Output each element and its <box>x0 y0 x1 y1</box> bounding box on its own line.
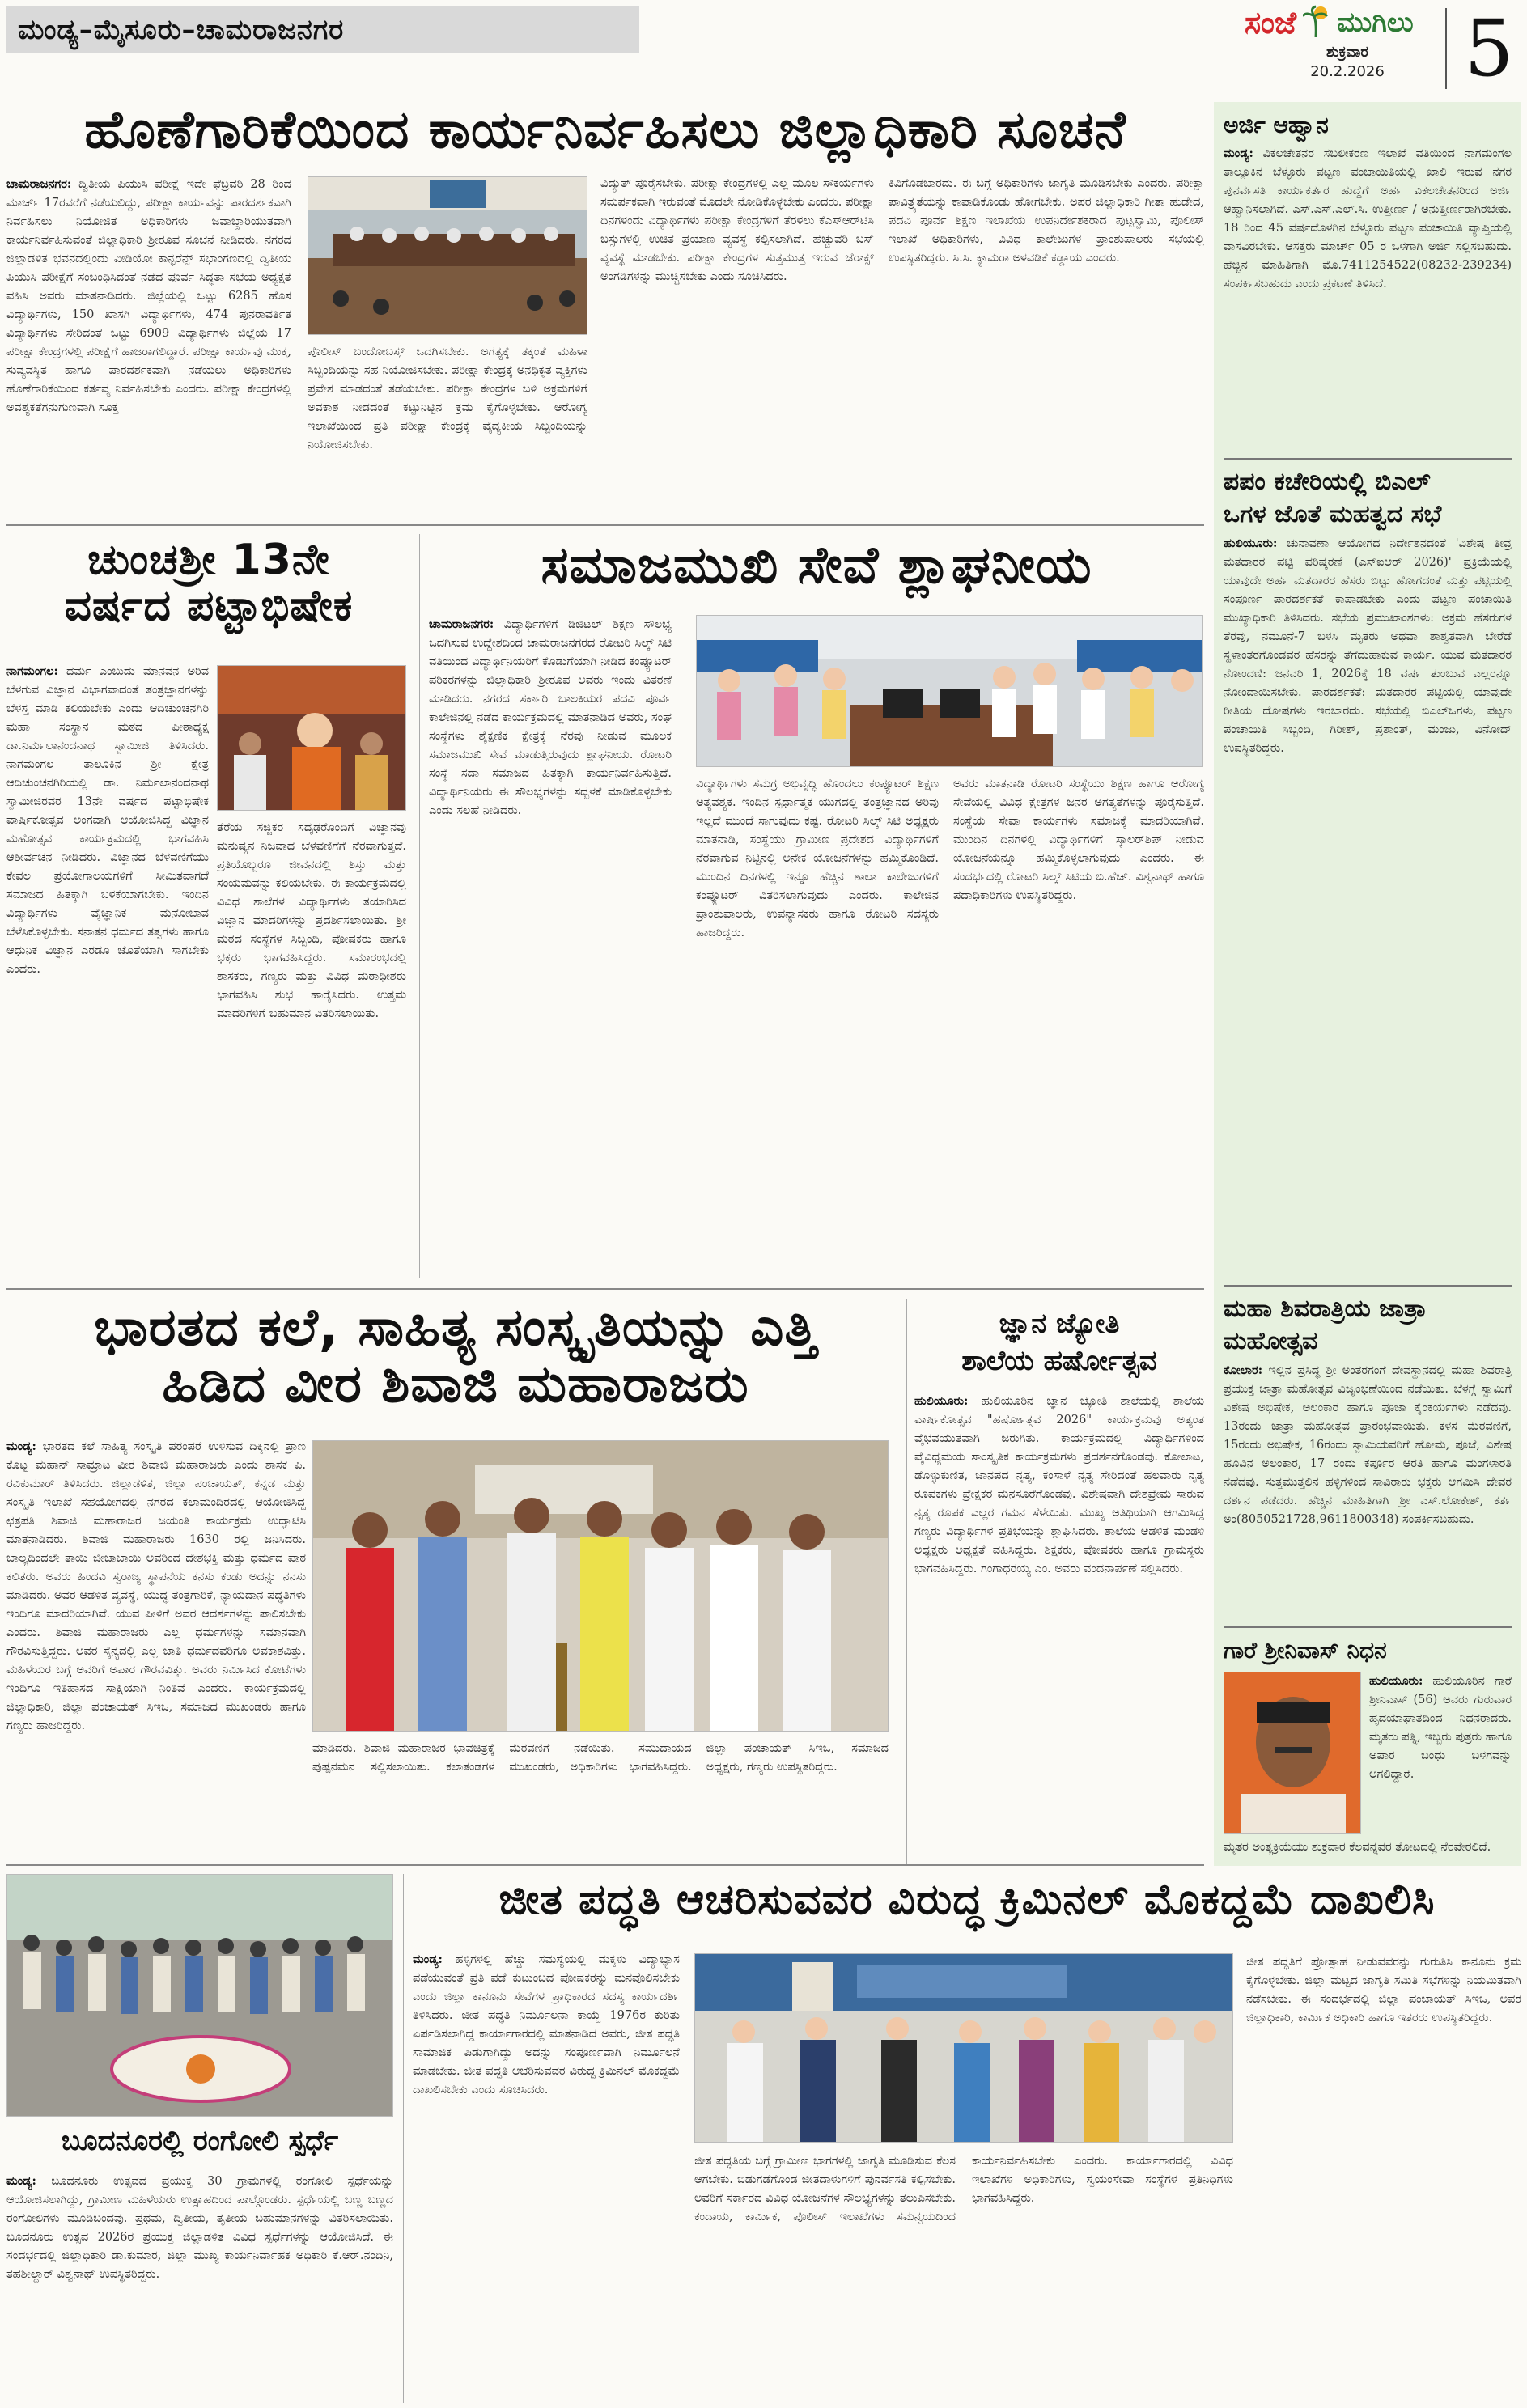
divider <box>6 1288 1204 1290</box>
sidebar-a2-dateline: ಹುಲಿಯೂರು: <box>1224 536 1278 550</box>
sidebar-a2-title-line1: ಪಪಂ ಕಚೇರಿಯಲ್ಲಿ ಬಿಎಲ್ <box>1224 468 1431 496</box>
story4-col1 <box>6 1437 306 1858</box>
sidebar-a4-body: ಹುಲಿಯೂರಿನ ಗಾರೆ ಶ್ರೀನಿವಾಸ್ (56) ಅವರು ಗುರುವಾರ ಹೃದಯಾಘಾತದಿಂದ ನಿಧನರಾದರು. ಮೃತರು ಪತ್ನಿ, ಇಬ್ಬರು ಪುತ್ರರು ಹಾಗೂ ಅಪಾರ ಬಂಧು ಬಳಗವನ್ನು ಅಗಲಿದ್ದಾರೆ. <box>1369 1675 1512 1781</box>
story3-photo <box>696 615 1203 767</box>
story4-dateline: ಮಂಡ್ಯ: <box>6 1439 36 1453</box>
story6-col2: ಜೀತ ಪದ್ಧತಿಯ ಬಗ್ಗೆ ಗ್ರಾಮೀಣ ಭಾಗಗಳಲ್ಲಿ ಜಾಗೃತಿ ಮೂಡಿಸುವ ಕೆಲಸ ಆಗಬೇಕು. ಬಿಡುಗಡೆಗೊಂಡ ಜೀತದಾಳುಗಳಿಗೆ ಪುನರ್ವಸತಿ ಕಲ್ಪಿಸಬೇಕು. ಅವರಿಗೆ ಸರ್ಕಾರದ ವಿವಿಧ ಯೋಜನೆಗಳ ಸೌಲಭ್ಯಗಳನ್ನು ತಲುಪಿಸಬೇಕು. ಕಂದಾಯ, ಕಾರ್ಮಿಕ, ಪೊಲೀಸ್ ಇಲಾಖೆಗಳು ಸಮನ್ವಯದಿಂದ ಕಾರ್ಯನಿರ್ವಹಿಸಬೇಕು ಎಂದರು. ಕಾರ್ಯಾಗಾರದಲ್ಲಿ ವಿವಿಧ ಇಲಾಖೆಗಳ ಅಧಿಕಾರಿಗಳು, ಸ್ವಯಂಸೇವಾ ಸಂಸ್ಥೆಗಳ ಪ್ರತಿನಿಧಿಗಳು ಭಾಗವಹಿಸಿದ್ದರು. <box>694 2155 1233 2224</box>
divider <box>1224 1285 1512 1287</box>
sidebar-a2-body-wrap <box>1224 534 1512 1278</box>
sidebar-a1-body: ವಿಕಲಚೇತನರ ಸಬಲೀಕರಣ ಇಲಾಖೆ ವತಿಯಿಂದ ನಾಗಮಂಗಲ ತಾಲ್ಲೂಕಿನ ಬೆಳ್ಳೂರು ಪಟ್ಟಣ ಪಂಚಾಯಿತಿಯಲ್ಲಿ ಖಾಲಿ ಇರುವ ನಗರ ಪುನರ್ವಸತಿ ಕಾರ್ಯಕರ್ತರ ಹುದ್ದೆಗೆ ಅರ್ಹ ವಿಕಲಚೇತನರಿಂದ ಅರ್ಜಿ ಆಹ್ವಾನಿಸಲಾಗಿದೆ. ಎಸ್.ಎಸ್.ಎಲ್.ಸಿ. ಉತ್ತೀರ್ಣ / ಅನುತ್ತೀರ್ಣರಾಗಿರಬೇಕು. 18 ರಿಂದ 45 ವರ್ಷದೊಳಗಿನ ಬೆಳ್ಳೂರು ಪಟ್ಟಣ ಪಂಚಾಯಿತಿ ವ್ಯಾಪ್ತಿಯಲ್ಲಿ ವಾಸವಿರಬೇಕು. ಆಸಕ್ತರು ಮಾರ್ಚ್ 05 ರ ಒಳಗಾಗಿ ಅರ್ಜಿ ಸಲ್ಲಿಸಬಹುದು. ಹೆಚ್ಚಿನ ಮಾಹಿತಿಗಾಗಿ ಮೊ.7411254522(08232-239234) ಸಂಪರ್ಕಿಸಬಹುದು ಎಂದು ಪ್ರಕಟಣೆ ತಿಳಿಸಿದೆ. <box>1224 147 1512 290</box>
story6-headline: ಜೀತ ಪದ್ಧತಿ ಆಚರಿಸುವವರ ವಿರುದ್ಧ ಕ್ರಿಮಿನಲ್ ಮೊಕದ್ದಮೆ ದಾಖಲಿಸಿ <box>498 1876 1436 1924</box>
sidebar-a4-body-wrap <box>1369 1672 1512 1834</box>
story3-col2: ವಿದ್ಯಾರ್ಥಿಗಳು ಸಮಗ್ರ ಅಭಿವೃದ್ಧಿ ಹೊಂದಲು ಕಂಪ್ಯೂಟರ್ ಶಿಕ್ಷಣ ಅತ್ಯವಶ್ಯಕ. ಇಂದಿನ ಸ್ಪರ್ಧಾತ್ಮಕ ಯುಗದಲ್ಲಿ ತಂತ್ರಜ್ಞಾನದ ಅರಿವು ಇಲ್ಲದೆ ಮುಂದೆ ಸಾಗುವುದು ಕಷ್ಟ. ರೋಟರಿ ಸಿಲ್ಕ್ ಸಿಟಿ ಅಧ್ಯಕ್ಷರು ಮಾತನಾಡಿ, ಸಂಸ್ಥೆಯು ಗ್ರಾಮೀಣ ಪ್ರದೇಶದ ವಿದ್ಯಾರ್ಥಿಗಳಿಗೆ ನೆರವಾಗುವ ನಿಟ್ಟಿನಲ್ಲಿ ಅನೇಕ ಯೋಜನೆಗಳನ್ನು ಹಮ್ಮಿಕೊಂಡಿದೆ. ಮುಂದಿನ ದಿನಗಳಲ್ಲಿ ಇನ್ನೂ ಹೆಚ್ಚಿನ ಶಾಲಾ ಕಾಲೇಜುಗಳಿಗೆ ಕಂಪ್ಯೂಟರ್ ವಿತರಿಸಲಾಗುವುದು ಎಂದರು. ಕಾಲೇಜಿನ ಪ್ರಾಂಶುಪಾಲರು, ಉಪನ್ಯಾಸಕರು ಹಾಗೂ ರೋಟರಿ ಸದಸ್ಯರು ಹಾಜರಿದ್ದರು. <box>696 778 939 939</box>
sidebar-a3-body: ಇಲ್ಲಿನ ಪ್ರಸಿದ್ಧ ಶ್ರೀ ಅಂತರಗಂಗೆ ದೇವಸ್ಥಾನದಲ್ಲಿ ಮಹಾ ಶಿವರಾತ್ರಿ ಪ್ರಯುಕ್ತ ಜಾತ್ರಾ ಮಹೋತ್ಸವ ವಿಜೃಂಭಣೆಯಿಂದ ನಡೆಯಿತು. ಬೆಳಗ್ಗೆ ಸ್ವಾಮಿಗೆ ವಿಶೇಷ ಅಭಿಷೇಕ, ಅಲಂಕಾರ ಹಾಗೂ ಪೂಜಾ ಕೈಂಕರ್ಯಗಳು ನಡೆದವು. 13ರಂದು ಜಾತ್ರಾ ಮಹೋತ್ಸವ ಪ್ರಾರಂಭವಾಯಿತು. ಕಳಸ ಮೆರವಣಿಗೆ, 15ರಂದು ಅಭಿಷೇಕ, 16ರಂದು ಸ್ವಾಮಿಯವರಿಗೆ ಹೋಮ, ಪೂಜೆ, ವಿಶೇಷ ಹೂವಿನ ಅಲಂಕಾರ, 17 ರಂದು ಕರ್ಪೂರ ಆರತಿ ಹಾಗೂ ಮಂಗಳಾರತಿ ನಡೆದವು. ಸುತ್ತಮುತ್ತಲಿನ ಹಳ್ಳಿಗಳಿಂದ ಸಾವಿರಾರು ಭಕ್ತರು ಆಗಮಿಸಿ ದೇವರ ದರ್ಶನ ಪಡೆದರು. ಹೆಚ್ಚಿನ ಮಾಹಿತಿಗಾಗಿ ಶ್ರೀ ಎಸ್.ಲೋಕೇಶ್, ಕರ್ತ ಅಂ(8050521728,9611800348) ಸಂಪರ್ಕಿಸಬಹುದು. <box>1224 1364 1512 1526</box>
story1-p4: ಪರೀಕ್ಷಾ ಕೇಂದ್ರಗಳಲ್ಲಿ ಅವಶ್ಯಕತೆಗನುಗುಣವಾಗಿ ಸೂಕ್ತ <box>6 383 291 414</box>
story7-dateline: ಮಂಡ್ಯ: <box>6 2174 36 2188</box>
story1-p2: ನಗರದ ಜಿಲ್ಲಾಡಳಿತ ಭವನದಲ್ಲಿಂದು ವೀಡಿಯೋ ಕಾನ್ಫರೆನ್ಸ್ ಸಭಾಂಗಣದಲ್ಲಿ ದ್ವಿತೀಯ ಪಿಯುಸಿ ಪರೀಕ್ಷೆಗೆ ಸಂಬಂಧಿಸಿದಂತೆ ನಡೆದ ಪೂರ್ವ ಸಿದ್ಧತಾ ಸಭೆಯ ಅಧ್ಯಕ್ಷತೆ ವಹಿಸಿ ಅವರು ಮಾತನಾಡಿದರು. <box>6 234 291 303</box>
story4-body2: ಶಿವಾಜಿ ಮಹಾರಾಜರು 1630 ರಲ್ಲಿ ಜನಿಸಿದರು. ಬಾಲ್ಯದಿಂದಲೇ ತಾಯಿ ಜೀಜಾಬಾಯಿ ಅವರಿಂದ ದೇಶಭಕ್ತಿ ಮತ್ತು ಧರ್ಮದ ಪಾಠ ಕಲಿತರು. ಅವರು ಹಿಂದವಿ ಸ್ವರಾಜ್ಯ ಸ್ಥಾಪನೆಯ ಕನಸು ಕಂಡು ಅದನ್ನು ನನಸು ಮಾಡಿದರು. ಅವರ ಆಡಳಿತ ವ್ಯವಸ್ಥೆ, ಯುದ್ಧ ತಂತ್ರಗಾರಿಕೆ, ನ್ಯಾಯದಾನ ಪದ್ಧತಿಗಳು ಇಂದಿಗೂ ಮಾದರಿಯಾಗಿವೆ. ಯುವ ಪೀಳಿಗೆ ಅವರ ಆದರ್ಶಗಳನ್ನು ಪಾಲಿಸಬೇಕು ಎಂದರು. <box>6 1533 306 1639</box>
story5-headline-line1: ಜ್ಞಾನ ಜ್ಯೋತಿ <box>999 1308 1120 1340</box>
story1-col3: ವಿದ್ಯುತ್ ಪೂರೈಸಬೇಕು. ಪರೀಕ್ಷಾ ಕೇಂದ್ರಗಳಲ್ಲಿ ಎಲ್ಲ ಮೂಲ ಸೌಕರ್ಯಗಳು ಸಮರ್ಪಕವಾಗಿ ಇರುವಂತೆ ಮೊದಲೇ ನೋಡಿಕೊಳ್ಳಬೇಕು ಎಂದರು. ಪರೀಕ್ಷಾ ದಿನಗಳಂದು ವಿದ್ಯಾರ್ಥಿಗಳು ಪರೀಕ್ಷಾ ಕೇಂದ್ರಗಳಿಗೆ ತೆರಳಲು ಕೆಎಸ್‌ಆರ್‌ಟಿಸಿ ಬಸ್ಸುಗಳಲ್ಲಿ ಉಚಿತ ಪ್ರಯಾಣ ವ್ಯವಸ್ಥೆ ಕಲ್ಪಿಸಲಾಗಿದೆ. ಹೆಚ್ಚುವರಿ ಬಸ್ ವ್ಯವಸ್ಥೆ ಮಾಡಬೇಕು. ಪರೀಕ್ಷಾ ಕೇಂದ್ರಗಳ ಸುತ್ತಮುತ್ತ ಇರುವ ಜೆರಾಕ್ಸ್ ಅಂಗಡಿಗಳನ್ನು ಮುಚ್ಚಿಸಬೇಕು ಎಂದು ಸೂಚಿಸಿದರು. <box>600 177 874 283</box>
story5-dateline: ಹುಲಿಯೂರು: <box>914 1394 969 1408</box>
story4-caption-strip: ಮಾಡಿದರು. ಶಿವಾಜಿ ಮಹಾರಾಜರ ಭಾವಚಿತ್ರಕ್ಕೆ ಪುಷ್ಪನಮನ ಸಲ್ಲಿಸಲಾಯಿತು. ಕಲಾತಂಡಗಳ ಮೆರವಣಿಗೆ ನಡೆಯಿತು. ಸಮುದಾಯದ ಮುಖಂಡರು, ಅಧಿಕಾರಿಗಳು ಭಾಗವಹಿಸಿದ್ದರು. ಜಿಲ್ಲಾ ಪಂಚಾಯತ್ ಸಿಇಒ, ಸಮಾಜದ ಅಧ್ಯಕ್ಷರು, ಗಣ್ಯರು ಉಪಸ್ಥಿತರಿದ್ದರು. <box>312 1742 889 1774</box>
obituary-photo <box>1224 1672 1361 1834</box>
story1-dateline: ಚಾಮರಾಜನಗರ: <box>6 177 72 191</box>
story2-col2: ತೆರೆಯ ಸಜ್ಜಿಕರ ಸದೃಢರೊಂದಿಗೆ ವಿಜ್ಞಾನವು ಮನುಷ್ಯನ ನಿಜವಾದ ಬೆಳವಣಿಗೆಗೆ ನೆರವಾಗುತ್ತದೆ. ಪ್ರತಿಯೊಬ್ಬರೂ ಜೀವನದಲ್ಲಿ ಶಿಸ್ತು ಮತ್ತು ಸಂಯಮವನ್ನು ಕಲಿಯಬೇಕು. ಈ ಕಾರ್ಯಕ್ರಮದಲ್ಲಿ ವಿವಿಧ ಶಾಲೆಗಳ ವಿದ್ಯಾರ್ಥಿಗಳು ತಯಾರಿಸಿದ ವಿಜ್ಞಾನ ಮಾದರಿಗಳನ್ನು ಪ್ರದರ್ಶಿಸಲಾಯಿತು. ಶ್ರೀ ಮಠದ ಸಂಸ್ಥೆಗಳ ಸಿಬ್ಬಂದಿ, ಪೋಷಕರು ಹಾಗೂ ಭಕ್ತರು ಭಾಗವಹಿಸಿದ್ದರು. ಸಮಾರಂಭದಲ್ಲಿ ಶಾಸಕರು, ಗಣ್ಯರು ಮತ್ತು ವಿವಿಧ ಮಠಾಧೀಶರು ಭಾಗವಹಿಸಿ ಶುಭ ಹಾರೈಸಿದರು. ಉತ್ತಮ ಮಾದರಿಗಳಿಗೆ ಬಹುಮಾನ ವಿತರಿಸಲಾಯಿತು. <box>217 821 406 1020</box>
story5-headline-line2: ಶಾಲೆಯ ಹರ್ಷೋತ್ಸವ <box>961 1344 1157 1377</box>
story4-headline-line2: ಹಿಡಿದ ವೀರ ಶಿವಾಜಿ ಮಹಾರಾಜರು <box>162 1354 749 1415</box>
sidebar-a3-title <box>1224 1293 1512 1358</box>
divider <box>6 1864 1204 1866</box>
issue-day: ಶುಕ್ರವಾರ <box>1326 44 1368 61</box>
sidebar-a2-title <box>1224 466 1512 531</box>
story7-headline: ಬೂದನೂರಲ್ಲಿ ರಂಗೋಲಿ ಸ್ಪರ್ಧೆ <box>61 2125 339 2157</box>
logo-left: ಸಂಜೆ <box>1245 4 1297 40</box>
story5-body: ಹುಲಿಯೂರಿನ ಜ್ಞಾನ ಜ್ಯೋತಿ ಶಾಲೆಯಲ್ಲಿ ಶಾಲೆಯ ವಾರ್ಷಿಕೋತ್ಸವ "ಹರ್ಷೋತ್ಸವ 2026" ಕಾರ್ಯಕ್ರಮವು ಅತ್ಯಂತ ವೈಭವಯುತವಾಗಿ ಜರುಗಿತು. ಕಾರ್ಯಕ್ರಮದಲ್ಲಿ ವಿದ್ಯಾರ್ಥಿಗಳಿಂದ ವೈವಿಧ್ಯಮಯ ಸಾಂಸ್ಕೃತಿಕ ಕಾರ್ಯಕ್ರಮಗಳು ಪ್ರದರ್ಶನಗೊಂಡವು. ಕೋಲಾಟ, ಡೊಳ್ಳುಕುಣಿತ, ಜಾನಪದ ನೃತ್ಯ, ಕಂಸಾಳೆ ನೃತ್ಯ ಸೇರಿದಂತೆ ಹಲವಾರು ನೃತ್ಯ ರೂಪಕಗಳು ಪ್ರೇಕ್ಷಕರ ಮನಸೂರೆಗೊಂಡವು. ವಿಶೇಷವಾಗಿ ದೇಶಪ್ರೇಮ ಸಾರುವ ನೃತ್ಯ ರೂಪಕ ಎಲ್ಲರ ಗಮನ ಸೆಳೆಯಿತು. ಮುಖ್ಯ ಅತಿಥಿಯಾಗಿ ಆಗಮಿಸಿದ್ದ ಗಣ್ಯರು ವಿದ್ಯಾರ್ಥಿಗಳ ಪ್ರತಿಭೆಯನ್ನು ಶ್ಲಾಘಿಸಿದರು. ಶಾಲೆಯ ಆಡಳಿತ ಮಂಡಳಿ ಅಧ್ಯಕ್ಷರು ಅಧ್ಯಕ್ಷತೆ ವಹಿಸಿದ್ದರು. ಶಿಕ್ಷಕರು, ಪೋಷಕರು ಹಾಗೂ ಗ್ರಾಮಸ್ಥರು ಭಾಗವಹಿಸಿದ್ದರು. ಗಂಗಾಧರಯ್ಯ ಎಂ. ಅವರು ವಂದನಾರ್ಪಣೆ ಸಲ್ಲಿಸಿದರು. <box>914 1395 1204 1575</box>
story2-headline-line2: ವರ್ಷದ ಪಟ್ಟಾಭಿಷೇಕ <box>64 582 354 631</box>
story1-col1 <box>6 175 291 515</box>
story1-lead: ದ್ವಿತೀಯ ಪಿಯುಸಿ ಪರೀಕ್ಷೆ ಇದೇ ಫೆಬ್ರವರಿ 28 ರಿಂದ ಮಾರ್ಚ್ 17ರವರೆಗೆ ನಡೆಯಲಿದ್ದು, ಪರೀಕ್ಷಾ ಕಾರ್ಯವನ್ನು ಪಾರದರ್ಶಕವಾಗಿ ನಿರ್ವಹಿಸಲು ನಿಯೋಜಿತ ಅಧಿಕಾರಿಗಳು ಜವಾಬ್ದಾರಿಯುತವಾಗಿ ಕಾರ್ಯನಿರ್ವಹಿಸುವಂತೆ ಜಿಲ್ಲಾಧಿಕಾರಿ ಶ್ರೀರೂಪ ಸೂಚನೆ ನೀಡಿದರು. <box>6 178 291 247</box>
sidebar-a4-tail: ಮೃತರ ಅಂತ್ಯಕ್ರಿಯೆಯು ಶುಕ್ರವಾರ ಕೆಲವನ್ನವರ ತೋಟದಲ್ಲಿ ನೆರವೇರಲಿದೆ. <box>1224 1841 1491 1854</box>
sidebar-a3-title-line1: ಮಹಾ ಶಿವರಾತ್ರಿಯ ಜಾತ್ರಾ <box>1224 1295 1427 1323</box>
story2-col1 <box>6 662 209 1277</box>
sidebar <box>1214 102 1521 1866</box>
sidebar-a2-body: ಚುನಾವಣಾ ಆಯೋಗದ ನಿರ್ದೇಶನದಂತೆ 'ವಿಶೇಷ ತೀವ್ರ ಮತದಾರರ ಪಟ್ಟಿ ಪರಿಷ್ಕರಣೆ (ಎಸ್‌ಐಆರ್ 2026)' ಪ್ರಕ್ರಿಯೆಯಲ್ಲಿ ಯಾವುದೇ ಅರ್ಹ ಮತದಾರರ ಹೆಸರು ಬಿಟ್ಟು ಹೋಗದಂತೆ ಮತ್ತು ಪಟ್ಟಿಯಲ್ಲಿ ಸಂಪೂರ್ಣ ಪಾರದರ್ಶಕತೆ ಕಾಪಾಡಬೇಕು ಎಂದು ಪಟ್ಟಣ ಪಂಚಾಯಿತಿ ಮುಖ್ಯಾಧಿಕಾರಿ ತಿಳಿಸಿದರು. ಸಭೆಯ ಪ್ರಮುಖಾಂಶಗಳು: ಅಕ್ರಮ ಹೆಸರುಗಳ ತೆರವು, ನಮೂನೆ-7 ಬಳಸಿ ಮೃತರು ಅಥವಾ ಶಾಶ್ವತವಾಗಿ ಬೇರೆಡೆ ಸ್ಥಳಾಂತರಗೊಂಡವರ ಹೆಸರನ್ನು ತೆಗೆದುಹಾಕುವ ಕಾರ್ಯ. ಯುವ ಮತದಾರರ ನೋಂದಣಿ: ಜನವರಿ 1, 2026ಕ್ಕೆ 18 ವರ್ಷ ತುಂಬುವ ಎಲ್ಲರನ್ನೂ ನೋಂದಾಯಿಸಬೇಕು. ಪಾರದರ್ಶಕತೆ: ಮತದಾರರ ಪಟ್ಟಿಯಲ್ಲಿ ಯಾವುದೇ ರೀತಿಯ ದೋಷಗಳು ಇರಬಾರದು. ಸಭೆಯಲ್ಲಿ ಬಿಎಲ್‌ಒಗಳು, ಪಟ್ಟಣ ಪಂಚಾಯಿತಿ ಸಿಬ್ಬಂದಿ, ಗಿರೀಶ್, ಪ್ರಶಾಂತ್, ಮಂಜು, ವಿನೋದ್ ಉಪಸ್ಥಿತರಿದ್ದರು. <box>1224 537 1512 755</box>
story1-col4: ಕಿವಿಗೊಡಬಾರದು. ಈ ಬಗ್ಗೆ ಅಧಿಕಾರಿಗಳು ಜಾಗೃತಿ ಮೂಡಿಸಬೇಕು ಎಂದರು. ಪರೀಕ್ಷಾ ಪಾವಿತ್ರ್ಯತೆಯನ್ನು ಕಾಪಾಡಿಕೊಂಡು ಹೋಗಬೇಕು. ಅಪರ ಜಿಲ್ಲಾಧಿಕಾರಿ ಗೀತಾ ಹುಡೇದ, ಪದವಿ ಪೂರ್ವ ಶಿಕ್ಷಣ ಇಲಾಖೆಯ ಉಪನಿರ್ದೇಶಕರಾದ ಪುಟ್ಟಸ್ವಾಮಿ, ಪೊಲೀಸ್ ಇಲಾಖೆ ಅಧಿಕಾರಿಗಳು, ವಿವಿಧ ಕಾಲೇಜುಗಳ ಪ್ರಾಂಶುಪಾಲರು ಸಭೆಯಲ್ಲಿ ಉಪಸ್ಥಿತರಿದ್ದರು. ಸಿ.ಸಿ. ಕ್ಯಾಮರಾ ಅಳವಡಿಕೆ ಕಡ್ಡಾಯ ಎಂದರು. <box>889 177 1204 265</box>
story3-dateline: ಚಾಮರಾಜನಗರ: <box>429 617 494 631</box>
story6-body: ಹಳ್ಳಿಗಳಲ್ಲಿ ಹೆಚ್ಚು ಸಮಸ್ಯೆಯಲ್ಲಿ ಮಕ್ಕಳು ವಿದ್ಯಾಭ್ಯಾಸ ಪಡೆಯುವಂತೆ ಪ್ರತಿ ಪಡೆ ಕುಟುಂಬದ ಪೋಷಕರನ್ನು ಮನವೊಲಿಸಬೇಕು ಎಂದು ಜಿಲ್ಲಾ ಕಾನೂನು ಸೇವೆಗಳ ಪ್ರಾಧಿಕಾರದ ಸದಸ್ಯ ಕಾರ್ಯದರ್ಶಿ ತಿಳಿಸಿದರು. ಜೀತ ಪದ್ಧತಿ ನಿರ್ಮೂಲನಾ ಕಾಯ್ದೆ 1976ರ ಕುರಿತು ಏರ್ಪಡಿಸಲಾಗಿದ್ದ ಕಾರ್ಯಾಗಾರದಲ್ಲಿ ಮಾತನಾಡಿದ ಅವರು, ಜೀತ ಪದ್ಧತಿ ಸಾಮಾಜಿಕ ಪಿಡುಗಾಗಿದ್ದು ಅದನ್ನು ಸಂಪೂರ್ಣವಾಗಿ ನಿರ್ಮೂಲನೆ ಮಾಡಬೇಕು. ಜೀತ ಪದ್ಧತಿ ಆಚರಿಸುವವರ ವಿರುದ್ಧ ಕ್ರಿಮಿನಲ್ ಮೊಕದ್ದಮೆ ದಾಖಲಿಸಬೇಕು ಎಂದು ಸೂಚಿಸಿದರು. <box>413 1953 680 2096</box>
story7-body: ಬೂದನೂರು ಉತ್ಸವದ ಪ್ರಯುಕ್ತ 30 ಗ್ರಾಮಗಳಲ್ಲಿ ರಂಗೋಲಿ ಸ್ಪರ್ಧೆಯನ್ನು ಆಯೋಜಿಸಲಾಗಿದ್ದು, ಗ್ರಾಮೀಣ ಮಹಿಳೆಯರು ಉತ್ಸಾಹದಿಂದ ಪಾಲ್ಗೊಂಡರು. ಸ್ಪರ್ಧೆಯಲ್ಲಿ ಬಣ್ಣ ಬಣ್ಣದ ರಂಗೋಲಿಗಳು ಮೂಡಿಬಂದವು. ಪ್ರಥಮ, ದ್ವಿತೀಯ, ತೃತೀಯ ಬಹುಮಾನಗಳನ್ನು ವಿತರಿಸಲಾಯಿತು. ಬೂದನೂರು ಉತ್ಸವ 2026ರ ಪ್ರಯುಕ್ತ ಜಿಲ್ಲಾಡಳಿತ ವಿವಿಧ ಸ್ಪರ್ಧೆಗಳನ್ನು ಆಯೋಜಿಸಿದೆ. ಈ ಸಂದರ್ಭದಲ್ಲಿ ಜಿಲ್ಲಾಧಿಕಾರಿ ಡಾ.ಕುಮಾರ, ಜಿಲ್ಲಾ ಮುಖ್ಯ ಕಾರ್ಯನಿರ್ವಾಹಕ ಅಧಿಕಾರಿ ಕೆ.ಆರ್.ನಂದಿನಿ, ತಹಶೀಲ್ದಾರ್ ವಿಶ್ವನಾಥ್ ಉಪಸ್ಥಿತರಿದ್ದರು. <box>6 2175 393 2281</box>
story6-col1 <box>413 1950 680 2403</box>
sidebar-a2-title-line2: ಒಗಳ ಜೊತೆ ಮಹತ್ವದ ಸಭೆ <box>1224 500 1442 528</box>
page-number: 5 <box>1464 3 1514 94</box>
divider <box>403 1874 404 2403</box>
sidebar-a4-dateline: ಹುಲಿಯೂರು: <box>1369 1674 1423 1688</box>
story4-photo <box>312 1440 889 1732</box>
story2-headline-line1: ಚುಂಚಶ್ರೀ 13ನೇ <box>87 536 330 584</box>
story2-dateline: ನಾಗಮಂಗಲ: <box>6 664 58 678</box>
story6-dateline: ಮಂಡ್ಯ: <box>413 1952 443 1966</box>
story3-col3: ಅವರು ಮಾತನಾಡಿ ರೋಟರಿ ಸಂಸ್ಥೆಯು ಶಿಕ್ಷಣ ಹಾಗೂ ಆರೋಗ್ಯ ಸೇವೆಯಲ್ಲಿ ವಿವಿಧ ಕ್ಷೇತ್ರಗಳ ಜನರ ಅಗತ್ಯತೆಗಳನ್ನು ಪೂರೈಸುತ್ತಿದೆ. ಸಂಸ್ಥೆಯ ಸೇವಾ ಕಾರ್ಯಗಳು ಸಮಾಜಕ್ಕೆ ಮಾದರಿಯಾಗಿವೆ. ಮುಂದಿನ ದಿನಗಳಲ್ಲಿ ವಿದ್ಯಾರ್ಥಿಗಳಿಗೆ ಸ್ಕಾಲರ್‌ಶಿಪ್ ನೀಡುವ ಯೋಜನೆಯನ್ನೂ ಹಮ್ಮಿಕೊಳ್ಳಲಾಗುವುದು ಎಂದರು. ಈ ಸಂದರ್ಭದಲ್ಲಿ ರೋಟರಿ ಸಿಲ್ಕ್ ಸಿಟಿಯ ಬಿ.ಹೆಚ್. ವಿಶ್ವನಾಥ್ ಹಾಗೂ ಪದಾಧಿಕಾರಿಗಳು ಉಪಸ್ಥಿತರಿದ್ದರು. <box>953 778 1204 902</box>
story4-body: ಭಾರತದ ಕಲೆ ಸಾಹಿತ್ಯ ಸಂಸ್ಕೃತಿ ಪರಂಪರೆ ಉಳಿಸುವ ದಿಕ್ಕಿನಲ್ಲಿ ಪ್ರಾಣ ಕೊಟ್ಟ ಮಹಾನ್ ಸಾಮ್ರಾಟ ವೀರ ಶಿವಾಜಿ ಮಹಾರಾಜರು ಎಂದು ಶಾಸಕ ಪಿ. ರವಿಕುಮಾರ್ ತಿಳಿಸಿದರು. ಜಿಲ್ಲಾಡಳಿತ, ಜಿಲ್ಲಾ ಪಂಚಾಯತ್, ಕನ್ನಡ ಮತ್ತು ಸಂಸ್ಕೃತಿ ಇಲಾಖೆ ಸಹಯೋಗದಲ್ಲಿ ನಗರದ ಕಲಾಮಂದಿರದಲ್ಲಿ ಆಯೋಜಿಸಿದ್ದ ಛತ್ರಪತಿ ಶಿವಾಜಿ ಮಹಾರಾಜರ ಜಯಂತಿ ಕಾರ್ಯಕ್ರಮ ಉದ್ಘಾಟಿಸಿ ಮಾತನಾಡಿದರು. <box>6 1440 306 1546</box>
story1-p3: ಜಿಲ್ಲೆಯಲ್ಲಿ ಒಟ್ಟು 6285 ಹೊಸ ವಿದ್ಯಾರ್ಥಿಗಳು, 150 ಖಾಸಗಿ ವಿದ್ಯಾರ್ಥಿಗಳು, 474 ಪುನರಾವರ್ತಿತ ವಿದ್ಯಾರ್ಥಿಗಳು ಸೇರಿದಂತೆ ಒಟ್ಟು 6909 ವಿದ್ಯಾರ್ಥಿಗಳು ಜಿಲ್ಲೆಯ 17 ಪರೀಕ್ಷಾ ಕೇಂದ್ರಗಳಲ್ಲಿ ಪರೀಕ್ಷೆಗೆ ಹಾಜರಾಗಲಿದ್ದಾರೆ. ಪರೀಕ್ಷಾ ಕಾರ್ಯವು ಮುಕ್ತ, ಸುವ್ಯವಸ್ಥಿತ ಹಾಗೂ ಪಾರದರ್ಶಕವಾಗಿ ನಡೆಯಲು ಅಧಿಕಾರಿಗಳು ಹೊಣೆಗಾರಿಕೆಯಿಂದ ಕರ್ತವ್ಯ ನಿರ್ವಹಿಸಬೇಕು ಎಂದರು. <box>6 290 291 396</box>
story3-headline: ಸಮಾಜಮುಖಿ ಸೇವೆ ಶ್ಲಾಘನೀಯ <box>541 536 1092 596</box>
sidebar-a3-dateline: ಕೋಲಾರ: <box>1224 1363 1263 1377</box>
section-banner <box>6 6 639 53</box>
sidebar-a3-body-wrap <box>1224 1361 1512 1620</box>
sidebar-a1-dateline: ಮಂಡ್ಯ: <box>1224 146 1253 160</box>
story7-photo <box>6 1874 393 2117</box>
issue-date: 20.2.2026 <box>1310 63 1385 80</box>
palm-icon <box>1303 5 1330 40</box>
story1-headline: ಹೊಣೆಗಾರಿಕೆಯಿಂದ ಕಾರ್ಯನಿರ್ವಹಿಸಲು ಜಿಲ್ಲಾಧಿಕಾರಿ ಸೂಚನೆ <box>84 100 1126 160</box>
story2-photo <box>217 665 406 811</box>
story2-body: ಧರ್ಮ ಎಂಬುದು ಮಾನವನ ಅರಿವ ಬೆಳಗುವ ವಿಜ್ಞಾನ ವಿಭಾಗವಾದಂತೆ ತಂತ್ರಜ್ಞಾನಗಳನ್ನು ಬೆಳಸ್ತ ಮಾಡಿ ಕಲಿಯಬೇಕು ಎಂದು ಆದಿಚುಂಚನಗಿರಿ ಮಹಾ ಸಂಸ್ಥಾನ ಮಠದ ಪೀಠಾಧ್ಯಕ್ಷ ಡಾ.ನಿರ್ಮಲಾನಂದನಾಥ ಸ್ವಾಮೀಜಿ ತಿಳಿಸಿದರು. ನಾಗಮಂಗಲ ತಾಲೂಕಿನ ಶ್ರೀ ಕ್ಷೇತ್ರ ಆದಿಚುಂಚನಗಿರಿಯಲ್ಲಿ ಡಾ. ನಿರ್ಮಲಾನಂದನಾಥ ಸ್ವಾಮೀಜಿರವರ 13ನೇ ವರ್ಷದ ಪಟ್ಟಾಭಿಷೇಕ ವಾರ್ಷಿಕೋತ್ಸವ ಅಂಗವಾಗಿ ಆಯೋಜಿಸಿದ್ದ ವಿಜ್ಞಾನ ಮಹೋತ್ಸವ ಕಾರ್ಯಕ್ರಮದಲ್ಲಿ ಭಾಗವಹಿಸಿ ಆಶೀರ್ವಚನ ನೀಡಿದರು. ವಿಜ್ಞಾನದ ಬೆಳವಣಿಗೆಯು ಕೇವಲ ಪ್ರಯೋಗಾಲಯಗಳಿಗೆ ಸೀಮಿತವಾಗದೆ ಸಮಾಜದ ಹಿತಕ್ಕಾಗಿ ಬಳಕೆಯಾಗಬೇಕು. ಇಂದಿನ ವಿದ್ಯಾರ್ಥಿಗಳು ವೈಜ್ಞಾನಿಕ ಮನೋಭಾವ ಬೆಳೆಸಿಕೊಳ್ಳಬೇಕು. ಸನಾತನ ಧರ್ಮದ ತತ್ವಗಳು ಹಾಗೂ ಆಧುನಿಕ ವಿಜ್ಞಾನ ಎರಡೂ ಜೊತೆಯಾಗಿ ಸಾಗಬೇಕು ಎಂದರು. <box>6 665 209 976</box>
sidebar-a1-title: ಅರ್ಜಿ ಆಹ್ವಾನ <box>1224 112 1329 138</box>
section-label: ಮಂಡ್ಯ–ಮೈಸೂರು–ಚಾಮರಾಜನಗರ <box>18 14 345 46</box>
story6-col3: ಜೀತ ಪದ್ಧತಿಗೆ ಪ್ರೋತ್ಸಾಹ ನೀಡುವವರನ್ನು ಗುರುತಿಸಿ ಕಾನೂನು ಕ್ರಮ ಕೈಗೊಳ್ಳಬೇಕು. ಜಿಲ್ಲಾ ಮಟ್ಟದ ಜಾಗೃತಿ ಸಮಿತಿ ಸಭೆಗಳನ್ನು ನಿಯಮಿತವಾಗಿ ನಡೆಸಬೇಕು. ಈ ಸಂದರ್ಭದಲ್ಲಿ ಜಿಲ್ಲಾ ಪಂಚಾಯತ್ ಸಿಇಒ, ಅಪರ ಜಿಲ್ಲಾಧಿಕಾರಿ, ಕಾರ್ಮಿಕ ಅಧಿಕಾರಿ ಹಾಗೂ ಇತರರು ಉಪಸ್ಥಿತರಿದ್ದರು. <box>1246 1956 1521 2024</box>
sidebar-a1-body-wrap <box>1224 144 1512 451</box>
story3-col1 <box>429 615 672 1278</box>
story4-headline-line1: ಭಾರತದ ಕಲೆ, ಸಾಹಿತ್ಯ ಸಂಸ್ಕೃತಿಯನ್ನು ಎತ್ತಿ <box>94 1298 817 1358</box>
sidebar-a4-title: ಗಾರೆ ಶ್ರೀನಿವಾಸ್ ನಿಧನ <box>1224 1637 1387 1664</box>
story6-photo <box>694 1953 1233 2143</box>
story5-headline <box>914 1306 1204 1387</box>
logo <box>1245 3 1455 42</box>
story4-body3: ಶಿವಾಜಿ ಮಹಾರಾಜರು ಎಲ್ಲ ಧರ್ಮಗಳನ್ನು ಸಮಾನವಾಗಿ ಗೌರವಿಸುತ್ತಿದ್ದರು. ಅವರ ಸೈನ್ಯದಲ್ಲಿ ಎಲ್ಲ ಜಾತಿ ಧರ್ಮದವರಿಗೂ ಅವಕಾಶವಿತ್ತು. ಮಹಿಳೆಯರ ಬಗ್ಗೆ ಅವರಿಗೆ ಅಪಾರ ಗೌರವವಿತ್ತು. ಅವರು ನಿರ್ಮಿಸಿದ ಕೋಟೆಗಳು ಇಂದಿಗೂ ಇತಿಹಾಸದ ಸಾಕ್ಷಿಯಾಗಿ ನಿಂತಿವೆ ಎಂದರು. ಕಾರ್ಯಕ್ರಮದಲ್ಲಿ ಜಿಲ್ಲಾಧಿಕಾರಿ, ಜಿಲ್ಲಾ ಪಂಚಾಯತ್ ಸಿಇಒ, ಸಮಾಜದ ಮುಖಂಡರು ಹಾಗೂ ಗಣ್ಯರು ಹಾಜರಿದ್ದರು. <box>6 1626 306 1732</box>
story2-headline <box>6 537 411 651</box>
logo-right: ಮುಗಿಲು <box>1337 6 1414 39</box>
story3-body: ವಿದ್ಯಾರ್ಥಿಗಳಿಗೆ ಡಿಜಿಟಲ್ ಶಿಕ್ಷಣ ಸೌಲಭ್ಯ ಒದಗಿಸುವ ಉದ್ದೇಶದಿಂದ ಚಾಮರಾಜನಗರದ ರೋಟರಿ ಸಿಲ್ಕ್ ಸಿಟಿ ವತಿಯಿಂದ ವಿದ್ಯಾರ್ಥಿನಿಯರಿಗೆ ಕೊಡುಗೆಯಾಗಿ ನೀಡಿದ ಕಂಪ್ಯೂಟರ್ ಪರಿಕರಗಳನ್ನು ಜಿಲ್ಲಾಧಿಕಾರಿ ಶ್ರೀರೂಪ ಅವರು ಇಂದು ವಿತರಣೆ ಮಾಡಿದರು. ನಗರದ ಸರ್ಕಾರಿ ಬಾಲಕಿಯರ ಪದವಿ ಪೂರ್ವ ಕಾಲೇಜಿನಲ್ಲಿ ನಡೆದ ಕಾರ್ಯಕ್ರಮದಲ್ಲಿ ಮಾತನಾಡಿದ ಅವರು, ಸಂಘ ಸಂಸ್ಥೆಗಳು ಶೈಕ್ಷಣಿಕ ಕ್ಷೇತ್ರಕ್ಕೆ ನೆರವು ನೀಡುವ ಮೂಲಕ ಸಮಾಜಮುಖಿ ಸೇವೆ ಮಾಡುತ್ತಿರುವುದು ಶ್ಲಾಘನೀಯ. ರೋಟರಿ ಸಂಸ್ಥೆ ಸದಾ ಸಮಾಜದ ಹಿತಕ್ಕಾಗಿ ಕಾರ್ಯನಿರ್ವಹಿಸುತ್ತಿದೆ. ವಿದ್ಯಾರ್ಥಿನಿಯರು ಈ ಸೌಲಭ್ಯಗಳನ್ನು ಸದ್ಬಳಕೆ ಮಾಡಿಕೊಳ್ಳಬೇಕು ಎಂದು ಸಲಹೆ ನೀಡಿದರು. <box>429 618 672 817</box>
divider <box>1224 458 1512 460</box>
divider <box>419 534 420 1278</box>
masthead-divider <box>1445 8 1447 89</box>
story4-headline <box>6 1299 905 1429</box>
story1-col2: ಪೊಲೀಸ್ ಬಂದೋಬಸ್ತ್ ಒದಗಿಸಬೇಕು. ಅಗತ್ಯಕ್ಕೆ ತಕ್ಕಂತೆ ಮಹಿಳಾ ಸಿಬ್ಬಂದಿಯನ್ನು ಸಹ ನಿಯೋಜಿಸಬೇಕು. ಪರೀಕ್ಷಾ ಕೇಂದ್ರಕ್ಕೆ ಅನಧಿಕೃತ ವ್ಯಕ್ತಿಗಳು ಪ್ರವೇಶ ಮಾಡದಂತೆ ತಡೆಯಬೇಕು. ಪರೀಕ್ಷಾ ಕೇಂದ್ರಗಳ ಬಳಿ ಅಕ್ರಮಗಳಿಗೆ ಅವಕಾಶ ನೀಡದಂತೆ ಕಟ್ಟುನಿಟ್ಟಿನ ಕ್ರಮ ಕೈಗೊಳ್ಳಬೇಕು. ಆರೋಗ್ಯ ಇಲಾಖೆಯಿಂದ ಪ್ರತಿ ಪರೀಕ್ಷಾ ಕೇಂದ್ರಕ್ಕೆ ವೈದ್ಯಕೀಯ ಸಿಬ್ಬಂದಿಯನ್ನು ನಿಯೋಜಿಸಬೇಕು. <box>308 346 587 451</box>
sidebar-a3-title-line2: ಮಹೋತ್ಸವ <box>1224 1327 1318 1355</box>
divider <box>906 1299 907 1866</box>
story1-photo <box>308 176 587 335</box>
story5-body-wrap <box>914 1392 1204 1858</box>
divider <box>1224 1626 1512 1628</box>
story7-body-wrap <box>6 2172 393 2403</box>
divider <box>6 524 1204 526</box>
